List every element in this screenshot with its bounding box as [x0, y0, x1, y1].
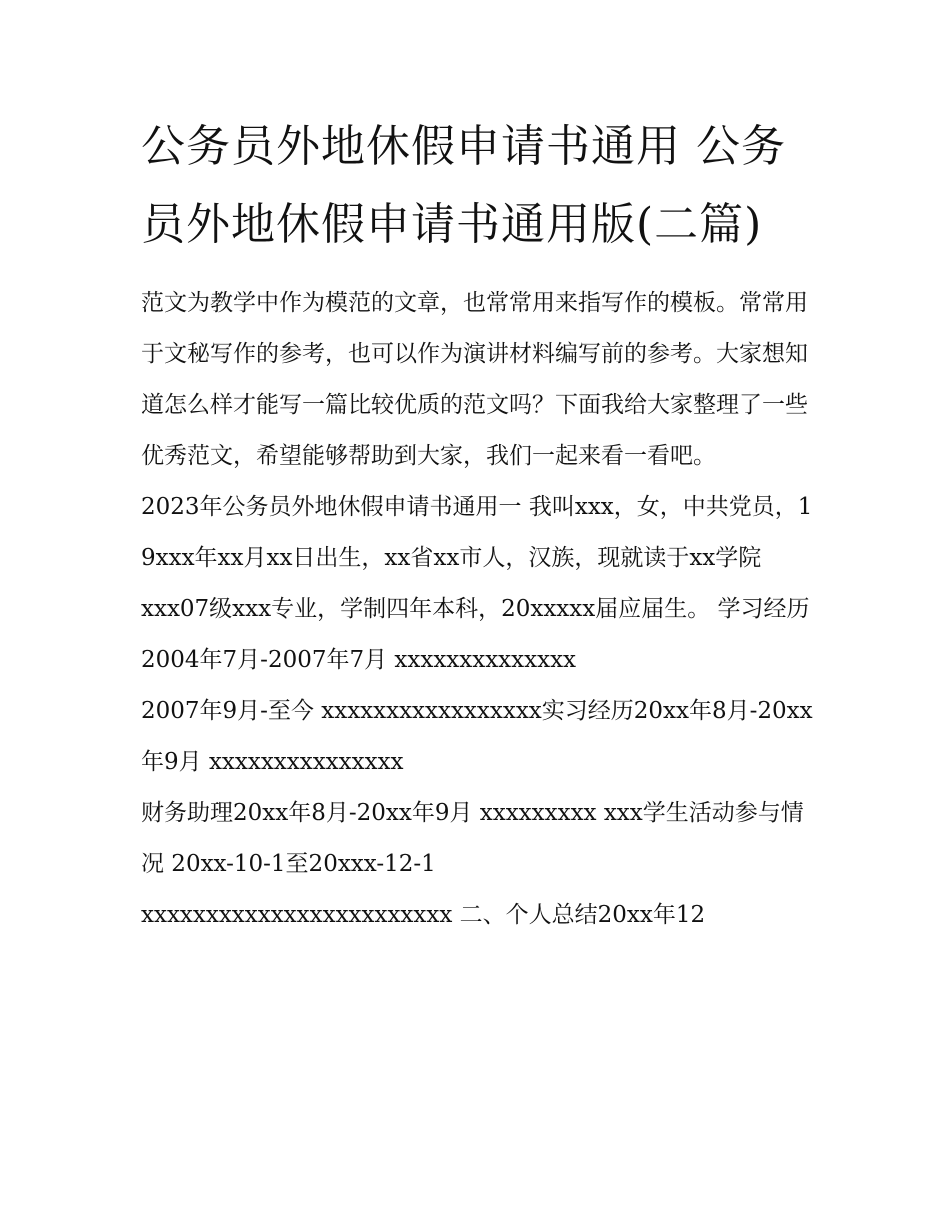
body-paragraph: 2007年9月-至今 xxxxxxxxxxxxxxxxx实习经历20xx年8月-20xx年9月 xxxxxxxxxxxxxxx [141, 698, 813, 775]
document-body [141, 278, 821, 941]
body-paragraph: 财务助理20xx年8月-20xx年9月 xxxxxxxxx xxx学生活动参与情况 20xx-10-1至20xxx-12-1 [141, 800, 804, 877]
body-paragraph: xxxxxxxxxxxxxxxxxxxxxxxx 二、个人总结20xx年12 [141, 902, 706, 928]
body-paragraph: 2023年公务员外地休假申请书通用一 我叫xxx，女，中共党员，19xxx年xx月xx日出生，xx省xx市人，汉族，现就读于xx学院 [141, 494, 813, 571]
document-page [141, 108, 821, 941]
document-title: 公务员外地休假申请书通用 公务员外地休假申请书通用版(二篇) [141, 121, 786, 250]
body-paragraph: xxx07级xxx专业，学制四年本科，20xxxxx届应届生。 学习经历2004年7月-2007年7月 xxxxxxxxxxxxxx [141, 596, 810, 673]
intro-paragraph: 范文为教学中作为模范的文章，也常常用来指写作的模板。常常用于文秘写作的参考，也可以作为演讲材料编写前的参考。大家想知道怎么样才能写一篇比较优质的范文吗？下面我给大家整理了一些优秀范文，希望能够帮助到大家，我们一起来看一看吧。 [141, 290, 808, 469]
